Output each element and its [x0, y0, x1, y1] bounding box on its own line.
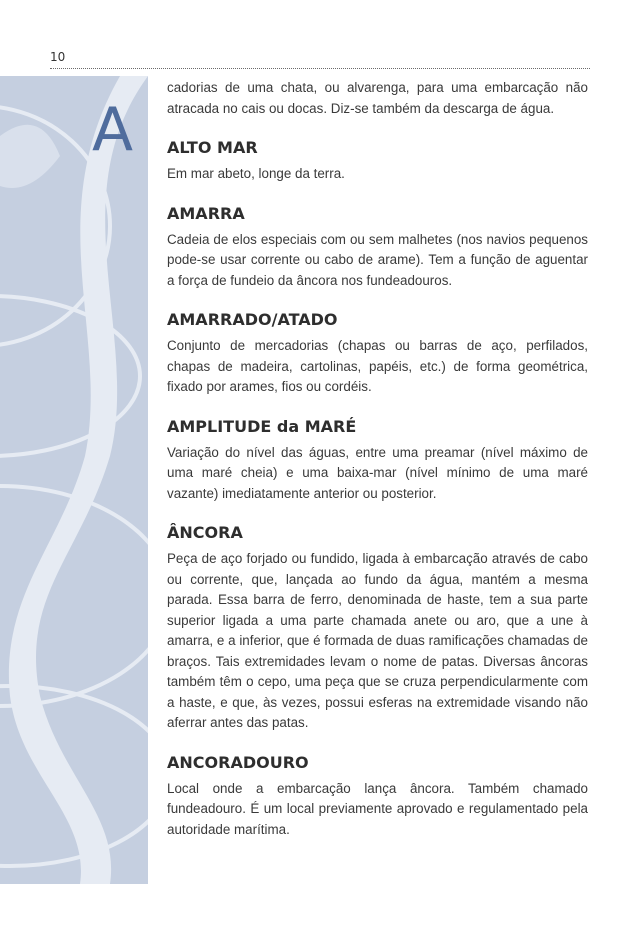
entry-term: ALTO MAR	[167, 138, 258, 157]
entry-term: AMARRA	[167, 203, 245, 223]
entry-definition: Cadeia de elos especiais com ou sem malhetes (nos navios pequenos pode-se usar corrente ou cabo de arame). Tem a função de aguentar a força de fundeio da âncora nos fundeadouros.	[167, 231, 588, 288]
glossary-entry	[167, 203, 588, 292]
header-divider	[50, 68, 590, 69]
intro-continuation-text: cadorias de uma chata, ou alvarenga, para uma embarcação não atracada no cais ou docas. Diz-se também da descarga de água.	[167, 80, 588, 116]
entry-definition: Conjunto de mercadorias (chapas ou barras de aço, perfilados, chapas de madeira, cartolinas, papéis, etc.) de forma geométrica, fixado por arames, fios ou cordéis.	[167, 338, 588, 394]
glossary-entry	[167, 137, 588, 185]
glossary-entry	[167, 416, 588, 505]
entry-definition: Local onde a embarcação lança âncora. Também chamado fundeadouro. É um local previamente aprovado e regulamentado pela autoridade marítima.	[167, 780, 588, 837]
entry-term: ÂNCORA	[167, 523, 243, 542]
glossary-content	[167, 78, 588, 840]
glossary-entry	[167, 309, 588, 398]
globe-swirl-graphic	[0, 76, 148, 884]
page-number: 10	[50, 50, 66, 64]
entry-term: AMPLITUDE da MARÉ	[167, 416, 357, 436]
glossary-entry	[167, 522, 588, 734]
entry-definition: Peça de aço forjado ou fundido, ligada à embarcação através de cabo ou corrente, que, lançada ao fundo da água, mantém a mesma parada. Essa barra de ferro, denominada de haste, tem a sua parte superior ligada a uma parte chamada anete ou aro, que a une à amarra, e a inferior, que é formada de duas ramificações chamadas de braços. Tais extremidades levam o nome de patas. Diversas âncoras também têm o cepo, uma peça que se cruza perpendicularmente com a haste, e que, às vezes, possui esferas na extremidade visando não aferrar antes das patas.	[167, 551, 588, 730]
entry-definition: Em mar abeto, longe da terra.	[167, 166, 345, 181]
entry-definition: Variação do nível das águas, entre uma preamar (nível máximo de uma maré cheia) e uma baixa-mar (nível mínimo de uma maré vazante) imediatamente anterior ou posterior.	[167, 444, 588, 501]
entry-term: ANCORADOURO	[167, 752, 309, 772]
section-letter: A	[92, 95, 134, 165]
decorative-side-panel	[0, 76, 148, 884]
glossary-entry	[167, 752, 588, 841]
entry-term: AMARRADO/ATADO	[167, 310, 338, 329]
